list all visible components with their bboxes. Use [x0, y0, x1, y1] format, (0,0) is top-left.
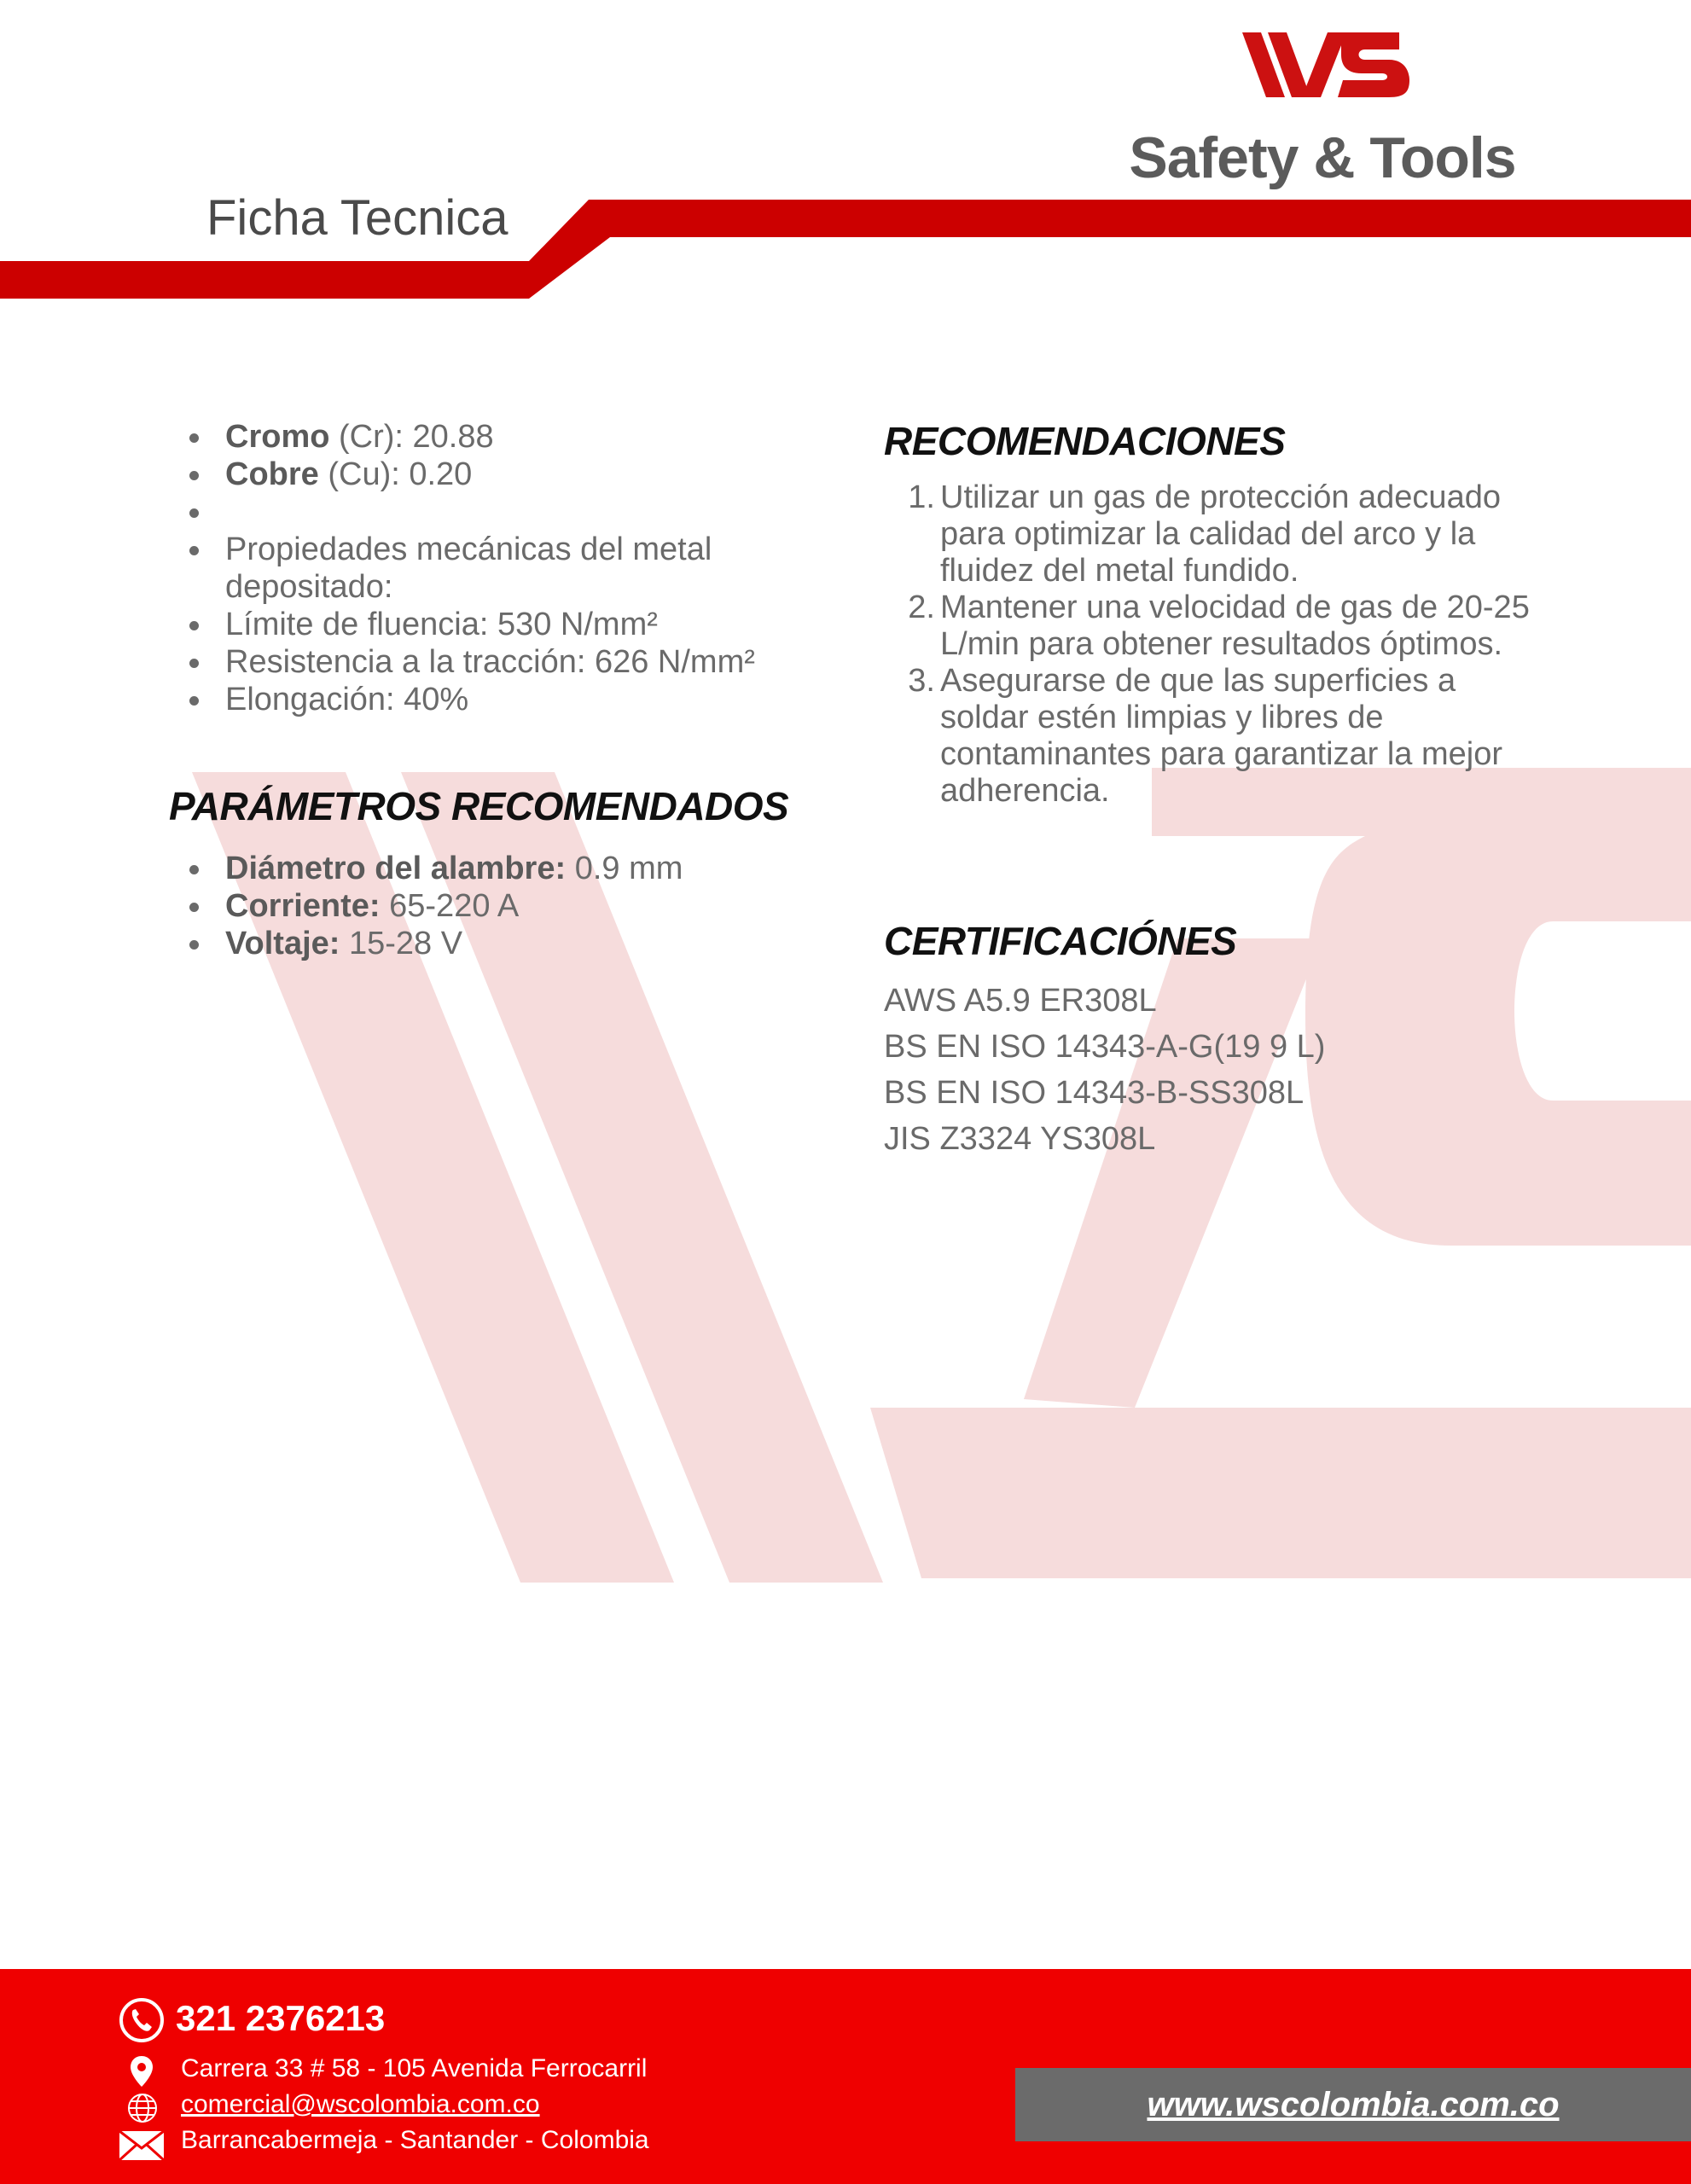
ws-logo-mark: [1118, 13, 1527, 118]
certification-item: JIS Z3324 YS308L: [884, 1121, 1156, 1157]
certificaciones-title: CERTIFICACIÓNES: [884, 919, 1237, 963]
item-text: 15-28 V: [340, 926, 463, 961]
website-box: [1015, 2068, 1691, 2141]
footer-address: Carrera 33 # 58 - 105 Avenida Ferrocarril: [181, 2054, 648, 2082]
item-number: 1.: [908, 479, 935, 515]
composition-list: [169, 418, 817, 718]
item-bold: Cromo: [225, 419, 330, 455]
item-number: 2.: [908, 590, 935, 625]
item-bold: Diámetro del alambre:: [225, 851, 567, 886]
parametros-list: [169, 850, 817, 962]
list-item: [169, 606, 817, 643]
parametros-title: PARÁMETROS RECOMENDADOS: [169, 784, 789, 828]
item-text: Resistencia a la tracción: 626 N/mm²: [225, 644, 755, 680]
item-text: Asegurarse de que las superficies a soldar estén limpias y libres de contaminantes para garantizar la mejor adherencia.: [940, 663, 1503, 809]
list-item: [884, 479, 1532, 590]
phone-icon: [118, 1996, 166, 2044]
item-text: (Cr): 20.88: [329, 419, 494, 455]
certification-item: BS EN ISO 14343-A-G(19 9 L): [884, 1029, 1326, 1065]
footer-phone[interactable]: 321 2376213: [176, 1998, 386, 2038]
footer-location: Barrancabermeja - Santander - Colombia: [181, 2126, 649, 2154]
list-item: [169, 531, 817, 606]
recomendaciones-title: RECOMENDACIONES: [884, 419, 1286, 463]
watermark-stroke-3: [870, 1408, 1691, 1578]
item-bold: Voltaje:: [225, 926, 340, 961]
list-item: [169, 850, 817, 887]
brand-name: Safety & Tools: [1129, 125, 1516, 190]
certificaciones-list: [884, 978, 1325, 1162]
item-text: Utilizar un gas de protección adecuado para optimizar la calidad del arco y la fluidez del metal fundido.: [940, 479, 1501, 589]
list-item: [169, 643, 817, 681]
list-item: [169, 456, 817, 493]
list-item: [169, 418, 817, 456]
item-number: 3.: [908, 663, 935, 699]
website-link[interactable]: www.wscolombia.com.co: [1147, 2086, 1560, 2123]
item-text: Mantener una velocidad de gas de 20-25 L/min para obtener resultados óptimos.: [940, 590, 1530, 662]
certification-item: BS EN ISO 14343-B-SS308L: [884, 1075, 1305, 1111]
item-text: 65-220 A: [380, 888, 520, 924]
item-text: Propiedades mecánicas del metal depositado:: [225, 531, 712, 605]
globe-icon: [126, 2092, 159, 2124]
recomendaciones-list: [884, 479, 1532, 810]
location-pin-icon: [128, 2054, 155, 2088]
footer: [0, 1969, 1691, 2184]
footer-email[interactable]: comercial@wscolombia.com.co: [181, 2090, 540, 2118]
item-text: Límite de fluencia: 530 N/mm²: [225, 607, 658, 642]
list-item: [169, 925, 817, 962]
page-title: Ficha Tecnica: [206, 190, 508, 246]
item-text: (Cu): 0.20: [318, 456, 473, 492]
logo-letters: WS: [1118, 13, 1140, 27]
list-item: [169, 887, 817, 925]
brand-logo: [1118, 13, 1527, 195]
certification-item: AWS A5.9 ER308L: [884, 983, 1157, 1019]
item-text: 0.9 mm: [566, 851, 683, 886]
list-item: [884, 663, 1532, 810]
item-bold: Corriente:: [225, 888, 381, 924]
item-text: Elongación: 40%: [225, 682, 469, 717]
list-item: [169, 681, 817, 718]
item-bold: Cobre: [225, 456, 319, 492]
envelope-icon: [118, 2128, 166, 2162]
list-item: [169, 493, 817, 531]
list-item: [884, 590, 1532, 663]
